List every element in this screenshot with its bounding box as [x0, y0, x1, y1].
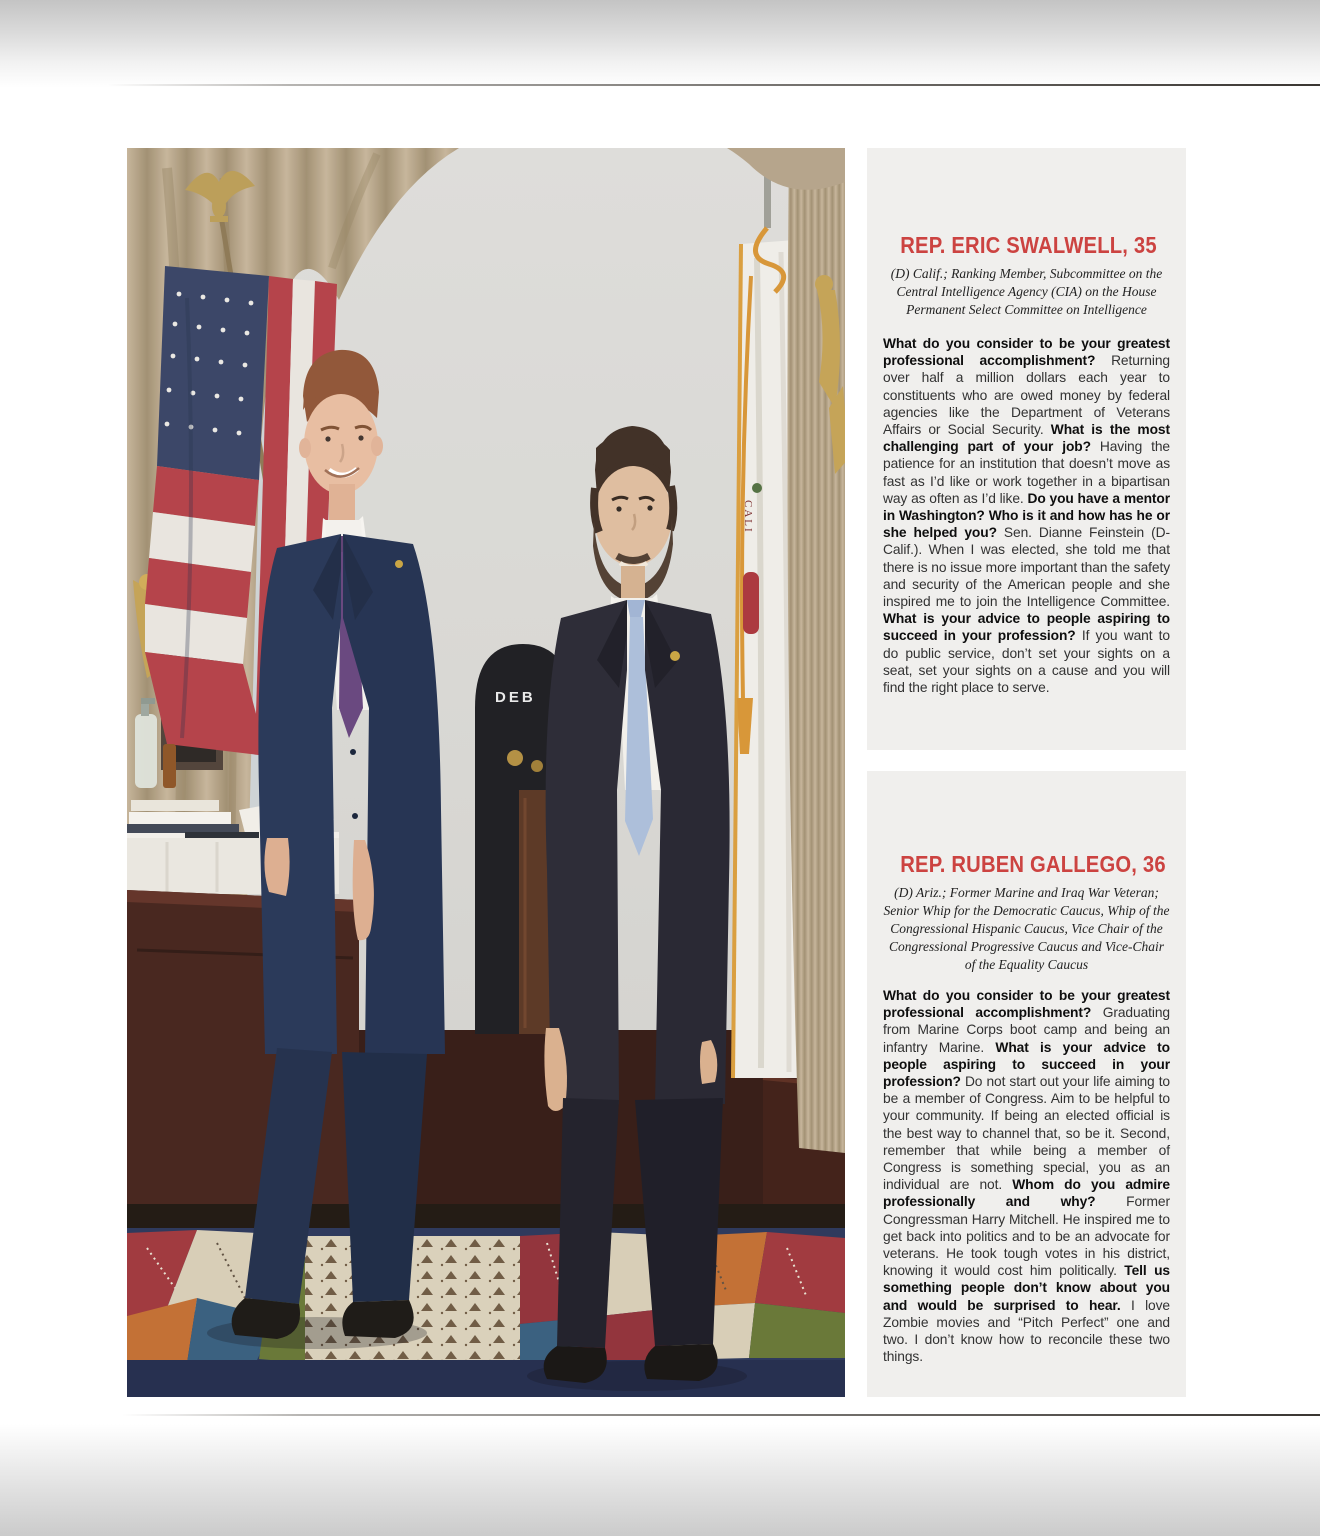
profile-title-gallego: REP. RUBEN GALLEGO, 36 — [900, 851, 1166, 877]
profile-qa-swalwell: What do you consider to be your greatest professional accomplishment? Returning over half a million dollars each year to constituents who are owed money by federal agencies like the Department of Veterans Affairs or Social Security. What is the most challenging part of your job? Having the patience for an institution that doesn’t move as fast as I’d like or work together in a bipartisan way as often as I’d like. Do you have a mentor in Washington? Who is it and how has he or she helped you? Sen. Dianne Feinstein (D-Calif.). When I was elected, she told me that there is no issue more important than the safety and security of the American people and she inspired me to join the Intelligence Committee. What is your advice to people aspiring to succeed in your profession? If you want to do public service, don’t set your sights on a seat, set your sights on a cause and you will find the right place to serve. — [883, 336, 1170, 696]
chair-label: DEB — [495, 689, 536, 706]
ca-flag-text: CALI — [742, 500, 754, 534]
profile-card-swalwell — [867, 148, 1186, 750]
page-top-shading — [0, 0, 1320, 88]
page-bottom-shading — [0, 1424, 1320, 1536]
profile-credentials-swalwell: (D) Calif.; Ranking Member, Subcommittee on the Central Intelligence Agency (CIA) on the House Permanent Select Committee on Intelligence — [890, 266, 1163, 317]
office-portrait-photo — [127, 148, 845, 1397]
profile-credentials-gallego: (D) Ariz.; Former Marine and Iraq War Veteran; Senior Whip for the Democratic Caucus, Whip of the Congressional Hispanic Caucus, Vice Chair of the Congressional Progressive Caucus and Vice-Chair of the Equality Caucus — [883, 885, 1170, 972]
profile-card-gallego — [867, 771, 1186, 1397]
photo-light-overlay — [127, 148, 845, 1397]
profile-title-swalwell: REP. ERIC SWALWELL, 35 — [900, 232, 1157, 258]
profile-qa-gallego: What do you consider to be your greatest professional accomplishment? Graduating from Marine Corps boot camp and being an infantry Marine. What is your advice to people aspiring to succeed in your profession? Do not start out your life aiming to be a member of Congress. Aim to be helpful to your community. If being an elected official is the best way to channel that, so be it. Second, remember that while being a member of Congress is something special, you as an individual are not. Whom do you admire professionally and why? Former Congressman Harry Mitchell. He inspired me to get back into politics and to be an advocate for veterans. He took tough votes in his district, knowing it would cost him politically. Tell us something people don’t know about you and would be surprised to hear. I love Zombie movies and “Pitch Perfect” one and two. I don’t know how to reconcile these two things. — [883, 988, 1171, 1365]
bottom-hairline-rule — [122, 1414, 1320, 1416]
top-hairline-rule — [108, 84, 1320, 86]
